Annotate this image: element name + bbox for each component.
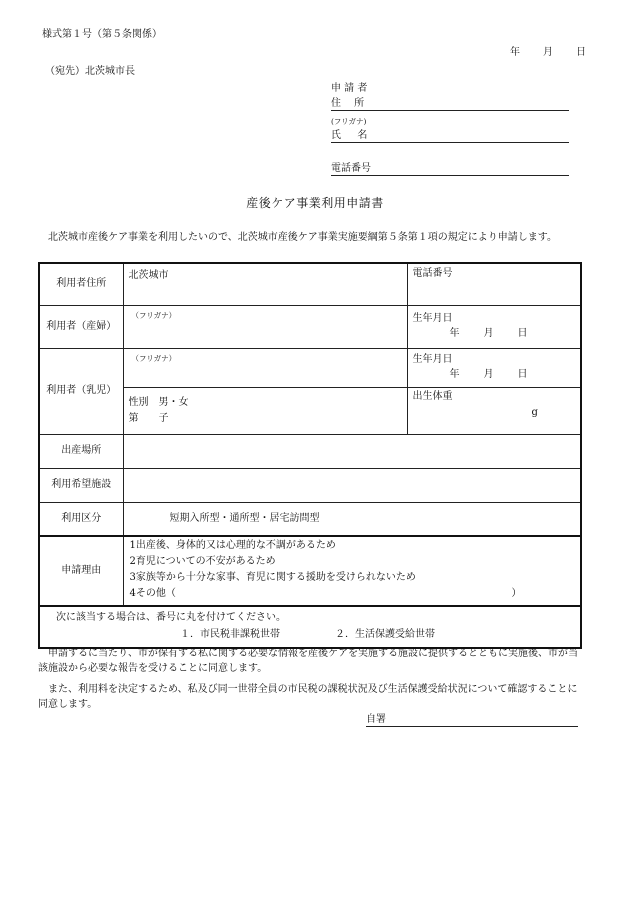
infant-birth-year: 年 [449, 368, 460, 380]
applicant-phone-line[interactable] [331, 163, 569, 176]
form-number: 様式第１号（第５条関係） [42, 29, 162, 40]
infant-weight-label: 出生体重 [412, 390, 453, 402]
row-mother [39, 305, 581, 348]
reason-item-4-close: ） [511, 588, 522, 599]
row-user-address [39, 263, 581, 305]
mother-name-field[interactable] [123, 305, 407, 348]
user-address-label: 利用者住所 [39, 263, 123, 305]
infant-birth-day: 日 [517, 368, 528, 380]
infant-sex: 性別 男・女 [128, 396, 189, 408]
infant-weight-field[interactable] [407, 387, 581, 434]
user-address-value: 北茨城市 [128, 270, 169, 281]
category-field[interactable] [123, 502, 581, 536]
consent-paragraph-2: また、利用料を決定するため、私及び同一世帯全員の市民税の課税状況及び生活保護受給状況について確認することに同意します。 [38, 684, 578, 710]
row-applicable [39, 606, 581, 648]
reason-item-3[interactable]: 3家族等から十分な家事、育児に関する援助を受けられないため [129, 572, 416, 583]
date-month: 月 [543, 47, 553, 58]
row-category [39, 502, 581, 536]
option-tax-exempt[interactable]: １．市民税非課税世帯 [180, 629, 280, 640]
row-facility [39, 468, 581, 502]
applicable-field [39, 606, 581, 648]
user-address-field[interactable] [123, 263, 407, 305]
user-phone-field[interactable] [407, 263, 581, 305]
reason-item-1[interactable]: 1出産後、身体的又は心理的な不調があるため [129, 540, 336, 551]
applicant-address-line[interactable] [331, 98, 569, 111]
reason-item-4[interactable]: 4その他（ [129, 588, 176, 599]
date-year: 年 [510, 47, 520, 58]
facility-label: 利用希望施設 [39, 468, 123, 502]
application-form-table [38, 262, 582, 649]
mother-birth-year: 年 [449, 327, 460, 339]
applicant-heading: 申 請 者 [331, 83, 368, 94]
addressee: （宛先）北茨城市長 [45, 66, 135, 77]
date-day: 日 [576, 47, 586, 58]
consent-paragraph-1: 申請するに当たり、市が保有する私に関する必要な情報を産後ケアを実施する施設に提供するとともに実施後、市が当該施設から必要な報告を受けることに同意します。 [38, 648, 578, 674]
mother-birth-day: 日 [517, 327, 528, 339]
infant-birth-label: 生年月日 [412, 353, 453, 365]
infant-furigana-label: （フリガナ） [131, 353, 177, 363]
reason-field[interactable] [123, 536, 581, 606]
mother-birth-label: 生年月日 [412, 312, 453, 324]
signature-label: 自署 [366, 714, 386, 725]
applicant-furigana-label: (フリガナ) [331, 117, 367, 126]
category-label: 利用区分 [39, 502, 123, 536]
infant-sex-order-field[interactable] [123, 387, 407, 434]
applicant-address-label: 住 所 [331, 98, 365, 109]
applicant-name-label: 氏 名 [331, 130, 368, 141]
birthplace-label: 出産場所 [39, 434, 123, 468]
birthplace-field[interactable] [123, 434, 581, 468]
applicable-instruction: 次に該当する場合は、番号に丸を付けてください。 [56, 612, 286, 623]
reason-label: 申請理由 [39, 536, 123, 606]
applicant-name-line[interactable] [331, 130, 569, 143]
applicant-phone-label: 電話番号 [331, 163, 371, 174]
infant-name-field[interactable] [123, 348, 407, 387]
facility-field[interactable] [123, 468, 581, 502]
row-reason [39, 536, 581, 606]
row-birthplace [39, 434, 581, 468]
infant-label: 利用者（乳児） [39, 348, 123, 434]
reason-item-2[interactable]: 2育児についての不安があるため [129, 556, 276, 567]
signature-line[interactable] [366, 714, 578, 727]
mother-birth-month: 月 [483, 327, 494, 339]
option-welfare[interactable]: ２．生活保護受給世帯 [335, 629, 435, 640]
category-options: 短期入所型・通所型・居宅訪問型 [169, 512, 320, 524]
document-title: 産後ケア事業利用申請書 [246, 196, 384, 210]
infant-order: 第 子 [128, 412, 169, 424]
infant-birthdate-field[interactable] [407, 348, 581, 387]
mother-furigana-label: （フリガナ） [131, 310, 177, 320]
intro-text: 北茨城市産後ケア事業を利用したいので、北茨城市産後ケア事業実施要綱第５条第１項の規定により申請します。 [38, 232, 557, 243]
mother-label: 利用者（産婦） [39, 305, 123, 348]
infant-birth-month: 月 [483, 368, 494, 380]
user-phone-label: 電話番号 [412, 268, 453, 279]
mother-birthdate-field[interactable] [407, 305, 581, 348]
row-infant-top [39, 348, 581, 387]
infant-weight-unit: g [531, 406, 538, 418]
